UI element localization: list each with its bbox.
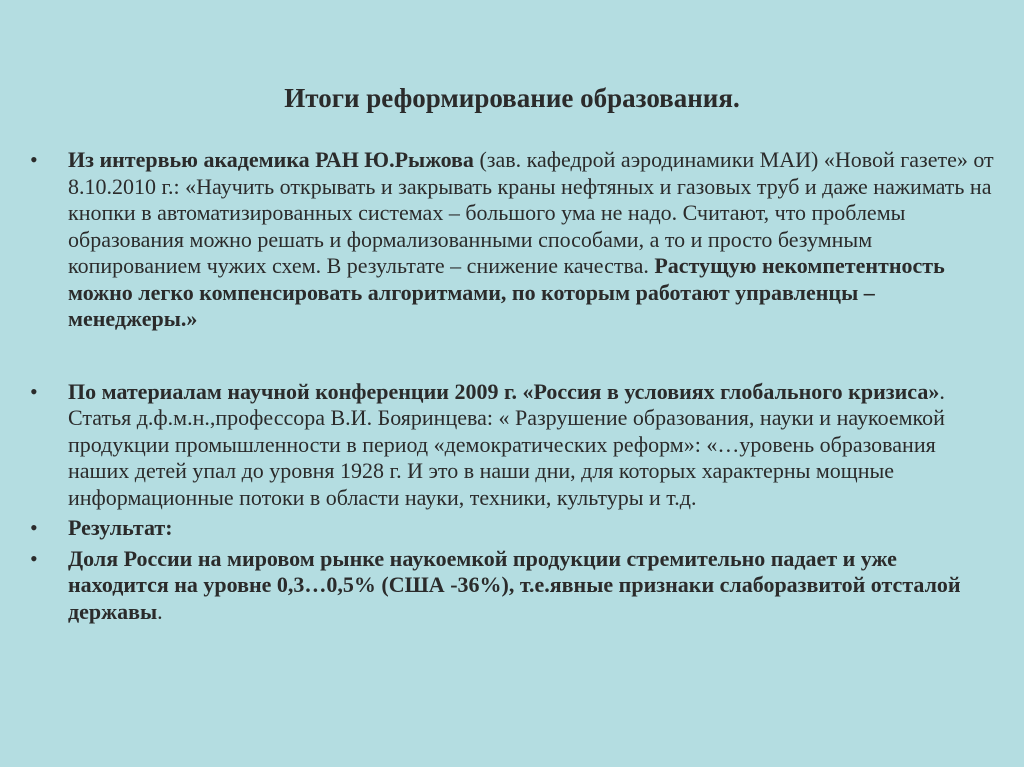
slide-title: Итоги реформирование образования. bbox=[284, 83, 740, 113]
bullet-text-bold: Доля России на мировом рынке наукоемкой продукции стремительно падает и уже находится на уровне 0,3…0,5% (США -36%), т.е.явные признаки слаборазвитой отсталой державы bbox=[68, 545, 961, 624]
bullet-item-interview bbox=[30, 147, 1000, 333]
bullet-text: . bbox=[157, 598, 163, 624]
bullet-text-bold: Из интервью академика РАН Ю.Рыжова bbox=[68, 147, 474, 172]
bullet-text-bold: Результат: bbox=[68, 515, 173, 540]
bullet-item-result bbox=[30, 515, 1000, 542]
bullet-text: (зав. кафедрой аэродинамики МАИ) «Новой газете» от 8.10.2010 г.: «Научить открывать и закрывать краны нефтяных и газовых труб и даже нажимать на кнопки в автоматизированных системах – большого ума не надо. Считают, что проблемы образования можно решать и формализованными способами, а то и просто безумным копированием чужих схем. В результате – снижение качества. bbox=[68, 147, 994, 278]
bullet-icon: • bbox=[30, 378, 38, 404]
bullet-list bbox=[30, 147, 1000, 625]
bullet-icon: • bbox=[30, 515, 38, 540]
bullet-text-bold: Растущую некомпетентность можно легко компенсировать алгоритмами, по которым работают управленцы – менеджеры.» bbox=[68, 253, 945, 331]
bullet-icon: • bbox=[30, 545, 38, 571]
bullet-item-russia-share bbox=[30, 546, 1000, 626]
bullet-icon: • bbox=[30, 147, 38, 172]
bullet-text: . Статья д.ф.м.н.,профессора В.И. Бояринцева: « Разрушение образования, науки и наукоемкой продукции промышленности в период «демократических реформ»: «…уровень образования наших детей упал до уровня 1928 г. И это в наши дни, для которых характерны мощные информационные потоки в области науки, техники, культуры и т.д. bbox=[68, 378, 945, 510]
bullet-text-bold: По материалам научной конференции 2009 г. «Россия в условиях глобального кризиса» bbox=[68, 378, 940, 404]
bullet-item-conference bbox=[30, 379, 1000, 512]
